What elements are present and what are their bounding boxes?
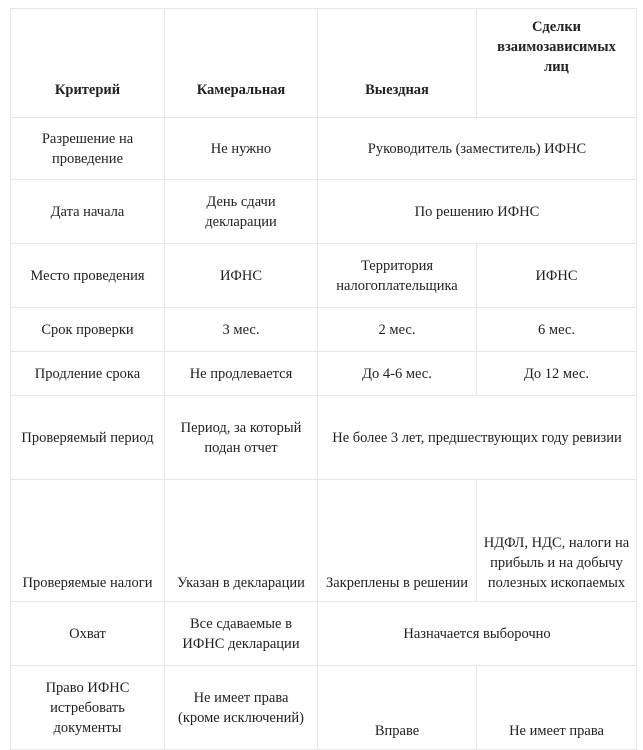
cell-criterion: Срок проверки bbox=[11, 308, 165, 352]
header-row bbox=[11, 9, 637, 118]
cell-criterion: Разрешение на проведение bbox=[11, 118, 165, 180]
header-criterion: Критерий bbox=[11, 9, 165, 118]
cell-sdelki: До 12 мес. bbox=[477, 352, 637, 396]
cell-criterion: Дата начала bbox=[11, 180, 165, 244]
table-row bbox=[11, 308, 637, 352]
cell-sdelki: НДФЛ, НДС, налоги на прибыль и на добычу полезных ископаемых bbox=[477, 480, 637, 602]
cell-kameral: ИФНС bbox=[165, 244, 318, 308]
cell-criterion: Проверяемый период bbox=[11, 396, 165, 480]
header-vyezd: Выездная bbox=[318, 9, 477, 118]
cell-criterion: Проверяемые налоги bbox=[11, 480, 165, 602]
cell-criterion: Место проведения bbox=[11, 244, 165, 308]
cell-kameral: Период, за который подан отчет bbox=[165, 396, 318, 480]
cell-merged: Руководитель (заместитель) ИФНС bbox=[318, 118, 637, 180]
table-row bbox=[11, 118, 637, 180]
table-row bbox=[11, 480, 637, 602]
cell-merged: Назначается выборочно bbox=[318, 602, 637, 666]
cell-vyezd: Закреплены в решении bbox=[318, 480, 477, 602]
cell-sdelki: ИФНС bbox=[477, 244, 637, 308]
cell-kameral: День сдачи декларации bbox=[165, 180, 318, 244]
cell-kameral: 3 мес. bbox=[165, 308, 318, 352]
cell-kameral: Все сдаваемые в ИФНС декларации bbox=[165, 602, 318, 666]
table-row bbox=[11, 602, 637, 666]
table-row bbox=[11, 244, 637, 308]
cell-criterion: Охват bbox=[11, 602, 165, 666]
cell-vyezd: До 4-6 мес. bbox=[318, 352, 477, 396]
header-sdelki: Сделки взаимозависимых лиц bbox=[477, 9, 637, 118]
cell-vyezd: Территория налогоплательщика bbox=[318, 244, 477, 308]
cell-vyezd: 2 мес. bbox=[318, 308, 477, 352]
cell-kameral: Не продлевается bbox=[165, 352, 318, 396]
header-kameral: Камеральная bbox=[165, 9, 318, 118]
table-row bbox=[11, 352, 637, 396]
cell-kameral: Не нужно bbox=[165, 118, 318, 180]
cell-criterion: Продление срока bbox=[11, 352, 165, 396]
cell-merged: Не более 3 лет, предшествующих году ревизии bbox=[318, 396, 637, 480]
cell-sdelki: 6 мес. bbox=[477, 308, 637, 352]
table-row bbox=[11, 666, 637, 750]
cell-kameral: Не имеет права (кроме исключений) bbox=[165, 666, 318, 750]
comparison-table bbox=[10, 8, 637, 750]
cell-merged: По решению ИФНС bbox=[318, 180, 637, 244]
cell-sdelki: Не имеет права bbox=[477, 666, 637, 750]
cell-vyezd: Вправе bbox=[318, 666, 477, 750]
table-row bbox=[11, 396, 637, 480]
cell-kameral: Указан в декларации bbox=[165, 480, 318, 602]
table-row bbox=[11, 180, 637, 244]
cell-criterion: Право ИФНС истребовать документы bbox=[11, 666, 165, 750]
